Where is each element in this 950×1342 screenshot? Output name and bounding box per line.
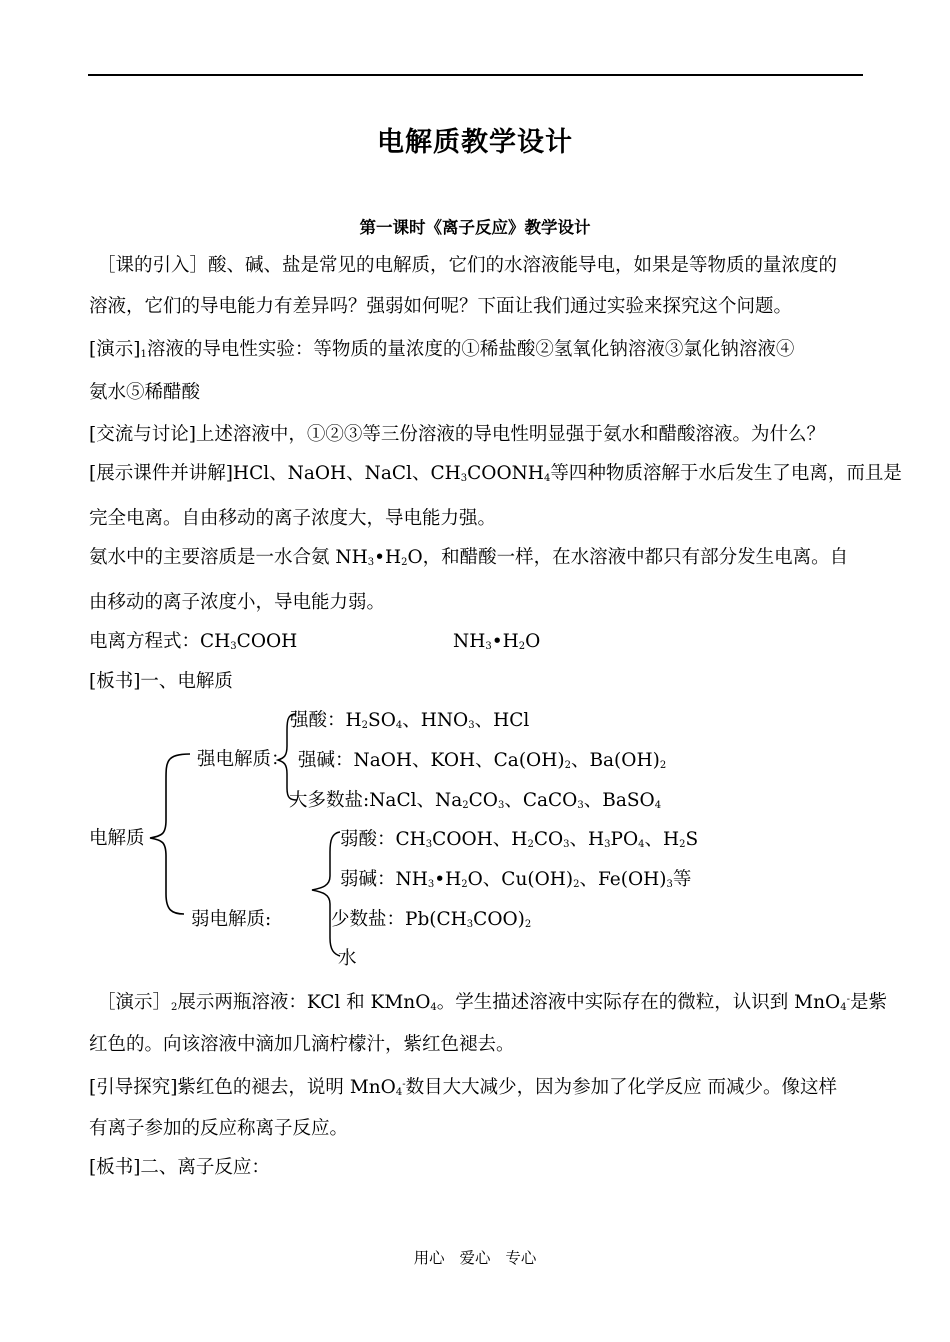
tree-weak-bases: 弱碱：$NH_3•H_2O$、$Cu(OH)_2$、$Fe(OH)_3$等	[340, 869, 692, 890]
tree-most-salts: 大多数盐:NaCl、$Na_2CO_3$、CaCO$_3$、BaSO$_4$	[289, 790, 662, 811]
ammonia-line-1: 氨水中的主要溶质是一水合氨 $NH_3•H_2O$，和醋酸一样，在水溶液中都只有部分发生电离。自	[89, 547, 849, 568]
guide-line-2: 有离子参加的反应称离子反应。	[89, 1118, 349, 1139]
courseware-line-1: [展示课件并讲解]HCl、NaOH、NaCl、$CH_3COONH_4$等四种物质溶解于水后发生了电离，而且是	[89, 463, 902, 484]
ammonia-line-2: 由移动的离子浓度小，导电能力弱。	[89, 592, 386, 613]
discussion-line: [交流与讨论]上述溶液中，①②③等三份溶液的导电性明显强于氨水和醋酸溶液。为什么？	[89, 424, 825, 445]
tree-strong-electrolyte: 强电解质：	[197, 749, 290, 770]
tree-strong-acids: 强酸：$H_2SO_4$、$HNO_3$、HCl	[290, 710, 530, 731]
demo2-line-2: 红色的。向该溶液中滴加几滴柠檬汁，紫红色褪去。	[89, 1034, 515, 1055]
demo1-line-2: 氨水⑤稀醋酸	[89, 382, 201, 403]
tree-strong-bases: 强碱：NaOH、KOH、$Ca(OH)_2$、$Ba(OH)_2$	[298, 750, 667, 771]
demo2-line-1: ［演示$]_2$展示两瓶溶液：KCl 和 KMnO$_4$。学生描述溶液中实际存在的微粒，认识到 MnO$_4$-是紫	[97, 992, 887, 1013]
demo1-line-1: [演示]$_1$溶液的导电性实验：等物质的量浓度的①稀盐酸②氢氧化钠溶液③氯化钠溶液④	[89, 339, 795, 360]
tree-weak-acids: 弱酸：$CH_3COOH$、$H_2CO_3$、$H_3PO_4$、$H_2S$	[340, 829, 699, 850]
document-title: 电解质教学设计	[377, 127, 573, 158]
courseware-line-2: 完全电离。自由移动的离子浓度大，导电能力强。	[89, 508, 497, 529]
equation-line: 电离方程式：$CH_3COOH$	[89, 631, 298, 652]
tree-few-salts: 少数盐：$Pb(CH_3COO)_2$	[331, 909, 532, 930]
intro-line-2: 溶液，它们的导电能力有差异吗？强弱如何呢？下面让我们通过实验来探究这个问题。	[89, 296, 793, 317]
lesson-subtitle: 第一课时《离子反应》教学设计	[359, 218, 591, 237]
board-heading-2: [板书]二、离子反应：	[89, 1157, 270, 1178]
board-heading-1: [板书]一、电解质	[89, 671, 233, 692]
tree-weak-electrolyte: 弱电解质:	[191, 909, 272, 930]
tree-root-electrolyte: 电解质	[89, 828, 145, 849]
page-footer: 用心 爱心 专心	[413, 1249, 537, 1267]
guide-line-1: [引导探究]紫红色的褪去，说明 MnO$_4$-数目大大减少，因为参加了化学反应 而减少。像这样	[89, 1077, 837, 1098]
tree-water: 水	[338, 948, 357, 969]
equation-right: $NH_3•H_2O$	[453, 631, 541, 652]
intro-line-1: ［课的引入］酸、碱、盐是常见的电解质，它们的水溶液能导电，如果是等物质的量浓度的	[97, 255, 838, 276]
